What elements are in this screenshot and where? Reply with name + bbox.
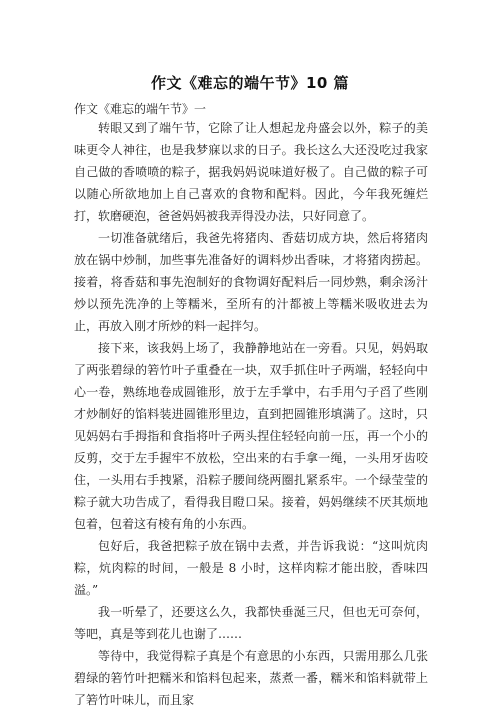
document-title: 作文《难忘的端午节》10 篇 — [150, 74, 350, 92]
paragraph-6: 等待中，我觉得粽子真是个有意思的小东西，只需用那么几张碧绿的箬竹叶把糯米和馅料包起来，蒸煮一番，糯米和馅料就带上了箬竹叶味儿，而且家 — [74, 649, 428, 707]
paragraph-1: 转眼又到了端午节，它除了让人想起龙舟盛会以外，粽子的美味更令人神往，也是我梦寐以求的日子。我长这么大还没吃过我家自己做的香喷喷的粽子，据我妈妈说味道好极了。自己做的粽子可以随心所欲地加上自己喜欢的食物和配料。因此，今年我死缠烂打，软磨硬泡，爸爸妈妈被我弄得没办法，只好同意了。 — [74, 121, 428, 223]
paragraph-4: 包好后，我爸把粽子放在锅中去煮，并告诉我说：“这叫炕肉粽，炕肉粽的时间，一般是 8 小时，这样肉粽才能出胶，香味四溢。” — [74, 539, 428, 597]
document-subtitle: 作文《难忘的端午节》一 — [74, 102, 207, 116]
paragraph-3: 接下来，该我妈上场了，我静静地站在一旁看。只见，妈妈取了两张碧绿的箬竹叶子重叠在一块，双手抓住叶子两端，轻轻向中心一卷，熟练地卷成圆锥形，放于左手掌中，右手用勺子舀了些刚才炒制好的馅料装进圆锥形里边，直到把圆锥形填满了。这时，只见妈妈右手拇指和食指将叶子两头捏住轻轻向前一压，再一个小的反剪，交于左手握牢不放松，空出来的右手拿一绳，一头用牙齿咬住，一头用右手拽紧，沿粽子腰间绕两圈扎紧系牢。一个绿莹莹的粽子就大功告成了，看得我目瞪口呆。接着，妈妈继续不厌其烦地包着，包着这有棱有角的小东西。 — [74, 341, 428, 531]
paragraph-2: 一切准备就绪后，我爸先将猪肉、香菇切成方块，然后将猪肉放在锅中炒制，加些事先准备好的调料炒出香味，才将猪肉捞起。接着，将香菇和事先泡制好的食物调好配料后一同炒熟，剩余汤汁炒以预先洗净的上等糯米，至所有的汁都被上等糯米吸收进去为止，再放入刚才所炒的料一起拌匀。 — [74, 231, 428, 333]
paragraph-5: 我一听晕了，还要这么久，我都快垂涎三尺，但也无可奈何，等吧，真是等到花儿也谢了…… — [74, 605, 428, 641]
document-body — [74, 117, 428, 711]
